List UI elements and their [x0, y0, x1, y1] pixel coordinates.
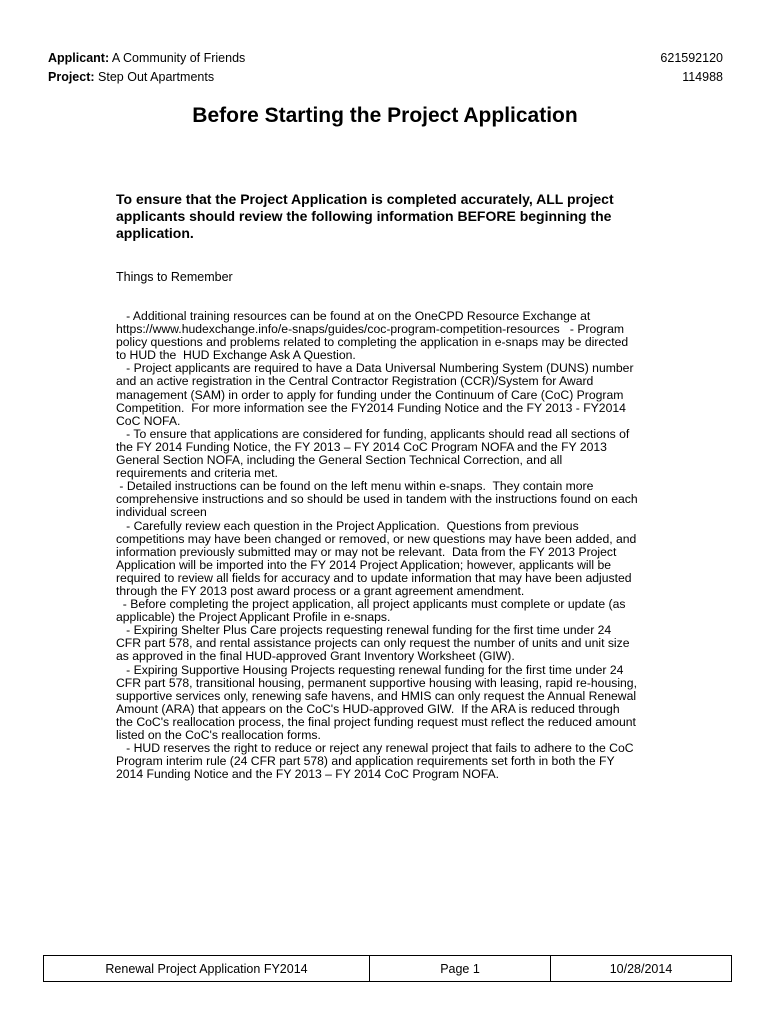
- body-line: CFR part 578, and rental assistance projects can only request the number of units and unit size: [116, 636, 630, 651]
- body-line: - Carefully review each question in the Project Application. Questions from previous: [116, 518, 579, 533]
- body-line: https://www.hudexchange.info/e-snaps/guides/coc-program-competition-resources - Program: [116, 322, 625, 337]
- project-name: Step Out Apartments: [98, 70, 215, 84]
- body-line: as approved in the final HUD-approved Grant Inventory Worksheet (GIW).: [116, 649, 515, 664]
- body-line: supportive services only, renewing safe havens, and HMIS can only request the Annual Renewal: [116, 688, 637, 703]
- body-line: Application will be imported into the FY 2014 Project Application; however, applicants will be: [116, 557, 612, 572]
- body-line: Amount (ARA) that appears on the CoC's HUD-approved GIW. If the ARA is reduced through: [116, 701, 620, 716]
- body-line: the CoC's reallocation process, the final project funding request must reflect the reduced amount: [116, 714, 636, 729]
- applicant-name: A Community of Friends: [111, 51, 246, 65]
- project-label: Project:: [48, 70, 95, 84]
- applicant-row: [48, 49, 723, 68]
- body-line: General Section NOFA, including the General Section Technical Correction, and all: [116, 453, 563, 468]
- body-line: information previously submitted may or may not be relevant. Data from the FY 2013 Project: [116, 544, 617, 559]
- body-line: the FY 2014 Funding Notice, the FY 2013 – FY 2014 CoC Program NOFA and the FY 2013: [116, 439, 607, 454]
- body-line: policy questions and problems related to completing the application in e-snaps may be directed: [116, 335, 629, 350]
- project-info: [48, 68, 214, 87]
- applicant-label: Applicant:: [48, 51, 110, 65]
- body-line: - Additional training resources can be found at on the OneCPD Resource Exchange at: [116, 309, 591, 323]
- things-heading: Things to Remember: [116, 270, 233, 284]
- body-line: - To ensure that applications are considered for funding, applicants should read all sections of: [116, 426, 630, 441]
- body-line: individual screen: [116, 505, 207, 520]
- body-line: - Detailed instructions can be found on the left menu within e-snaps. They contain more: [116, 479, 594, 494]
- applicant-info: [48, 49, 245, 68]
- body-line: to HUD the HUD Exchange Ask A Question.: [116, 348, 356, 363]
- body-line: - Expiring Supportive Housing Projects requesting renewal funding for the first time under 24: [116, 662, 624, 677]
- applicant-id: 621592120: [660, 51, 723, 65]
- body-line: - Project applicants are required to have a Data Universal Numbering System (DUNS) number: [116, 361, 634, 376]
- body-line: listed on the CoC's reallocation forms.: [116, 728, 321, 742]
- body-line: through the FY 2013 post award process or a grant agreement amendment.: [116, 583, 525, 598]
- body-line: CoC NOFA.: [116, 413, 181, 428]
- body-line: competitions may have been changed or removed, or new questions may have been added, and: [116, 531, 637, 546]
- page-title: Before Starting the Project Application: [192, 104, 578, 127]
- body-line: - Expiring Shelter Plus Care projects requesting renewal funding for the first time under 24: [116, 623, 612, 638]
- body-line: comprehensive instructions and so should be used in tandem with the instructions found on each: [116, 492, 638, 507]
- body-line: 2014 Funding Notice and the FY 2013 – FY 2014 CoC Program NOFA.: [116, 767, 500, 782]
- body-line: and an active registration in the Central Contractor Registration (CCR)/System for Award: [116, 374, 594, 389]
- body-line: required to review all fields for accuracy and to update information that may have been adjusted: [116, 570, 632, 585]
- footer-form-name: Renewal Project Application FY2014: [44, 956, 370, 981]
- footer-page-number: Page 1: [370, 956, 551, 981]
- page-footer: [43, 955, 732, 982]
- body-line: CFR part 578, transitional housing, permanent supportive housing with leasing, rapid re-housing,: [116, 675, 637, 690]
- footer-date: 10/28/2014: [609, 961, 673, 976]
- body-line: management (SAM) in order to apply for funding under the Continuum of Care (CoC) Program: [116, 387, 624, 402]
- body-line: applicable) the Project Applicant Profile in e-snaps.: [116, 610, 391, 625]
- body-line: requirements and criteria met.: [116, 466, 278, 481]
- body-line: Competition. For more information see the FY2014 Funding Notice and the FY 2013 - FY2014: [116, 400, 626, 415]
- project-row: [48, 68, 723, 87]
- body-line: Program interim rule (24 CFR part 578) and application requirements set forth in both the FY: [116, 754, 615, 769]
- intro-text: To ensure that the Project Application is completed accurately, ALL project applicants should review the following information BEFORE beginning the application.: [116, 191, 614, 241]
- instructions-body: [116, 310, 661, 781]
- document-header: [48, 49, 723, 87]
- body-line: - Before completing the project application, all project applicants must complete or update (as: [116, 597, 626, 612]
- project-id: 114988: [682, 70, 723, 84]
- body-line: - HUD reserves the right to reduce or reject any renewal project that fails to adhere to the CoC: [116, 741, 634, 756]
